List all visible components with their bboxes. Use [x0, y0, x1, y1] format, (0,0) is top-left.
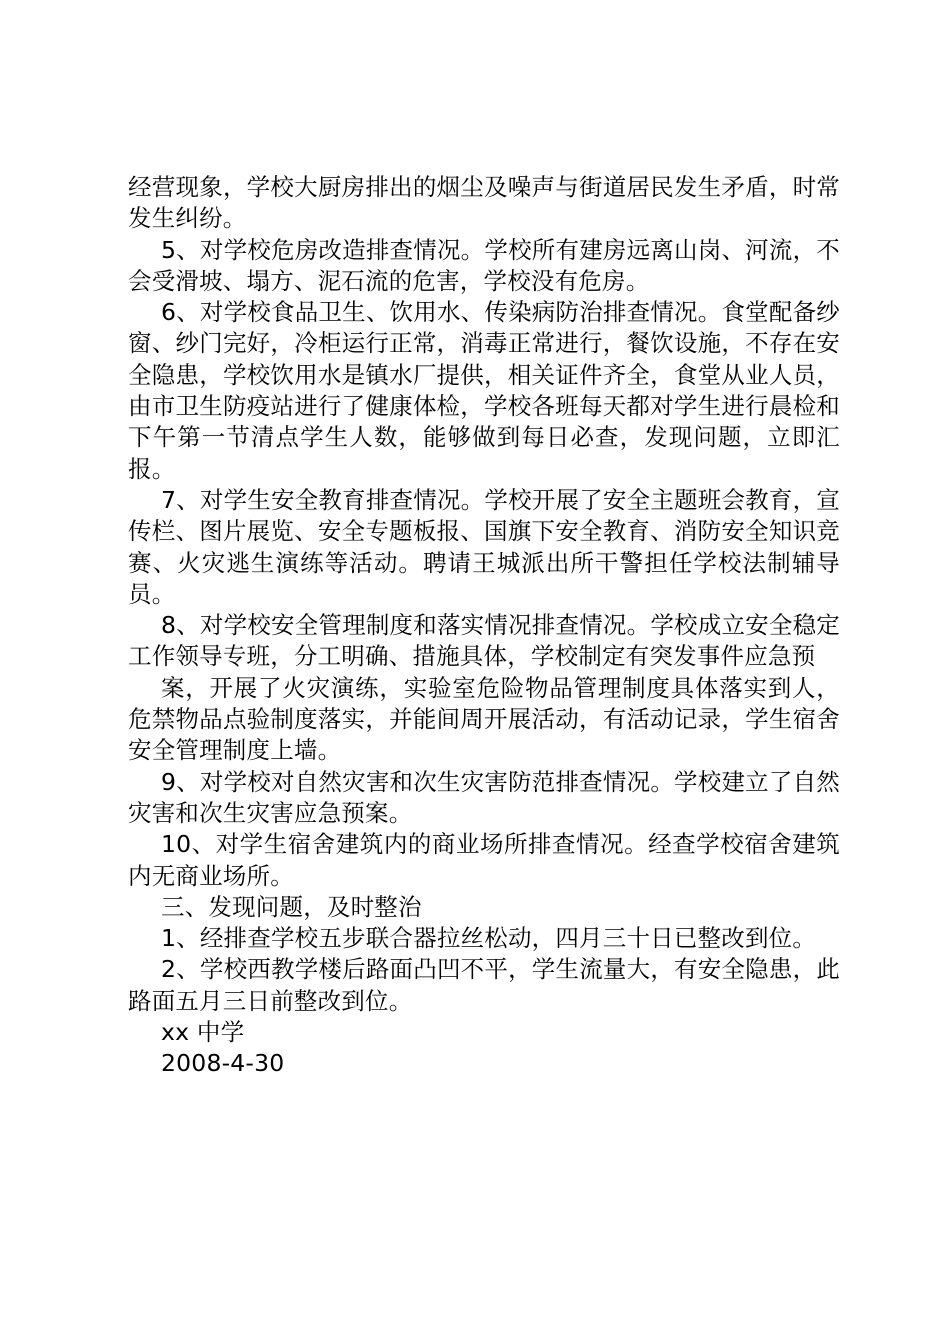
- paragraph-item-10: 10、对学生宿舍建筑内的商业场所排查情况。经查学校宿舍建筑内无商业场所。: [128, 830, 840, 890]
- issue-item-2: 2、学校西教学楼后路面凸凹不平，学生流量大，有安全隐患，此路面五月三日前整改到位。: [128, 955, 840, 1015]
- paragraph-item-8-continued: 案，开展了火灾演练，实验室危险物品管理制度具体落实到人，危禁物品点验制度落实，并能间周开展活动，有活动记录，学生宿舍安全管理制度上墙。: [128, 673, 840, 765]
- section-heading: 三、发现问题，及时整治: [161, 892, 422, 921]
- signature-date: 2008-4-30: [161, 1049, 285, 1078]
- issue-item-1: 1、经排查学校五步联合器拉丝松动，四月三十日已整改到位。: [161, 924, 817, 953]
- paragraph-item-9: 9、对学校对自然灾害和次生灾害防范排查情况。学校建立了自然灾害和次生灾害应急预案。: [128, 767, 840, 827]
- paragraph-item-8: 8、对学校安全管理制度和落实情况排查情况。学校成立安全稳定工作领导专班，分工明确、措施具体，学校制定有突发事件应急预: [128, 611, 840, 671]
- paragraph-item-5: 5、对学校危房改造排查情况。学校所有建房远离山岗、河流，不会受滑坡、塌方、泥石流的危害，学校没有危房。: [128, 235, 840, 295]
- paragraph-continuation: 经营现象，学校大厨房排出的烟尘及噪声与街道居民发生矛盾，时常发生纠纷。: [128, 173, 840, 233]
- document-body: [128, 172, 840, 1080]
- paragraph-item-6: 6、对学校食品卫生、饮用水、传染病防治排查情况。食堂配备纱窗、纱门完好，冷柜运行正常，消毒正常进行，餐饮设施，不存在安全隐患，学校饮用水是镇水厂提供，相关证件齐全，食堂从业人员，由市卫生防疫站进行了健康体检，学校各班每天都对学生进行晨检和下午第一节清点学生人数，能够做到每日必查，发现问题，立即汇报。: [128, 298, 840, 483]
- signature-organization: xx 中学: [161, 1018, 245, 1047]
- paragraph-item-7: 7、对学生安全教育排查情况。学校开展了安全主题班会教育，宣传栏、图片展览、安全专题板报、国旗下安全教育、消防安全知识竞赛、火灾逃生演练等活动。聘请王城派出所干警担任学校法制辅导员。: [128, 485, 840, 608]
